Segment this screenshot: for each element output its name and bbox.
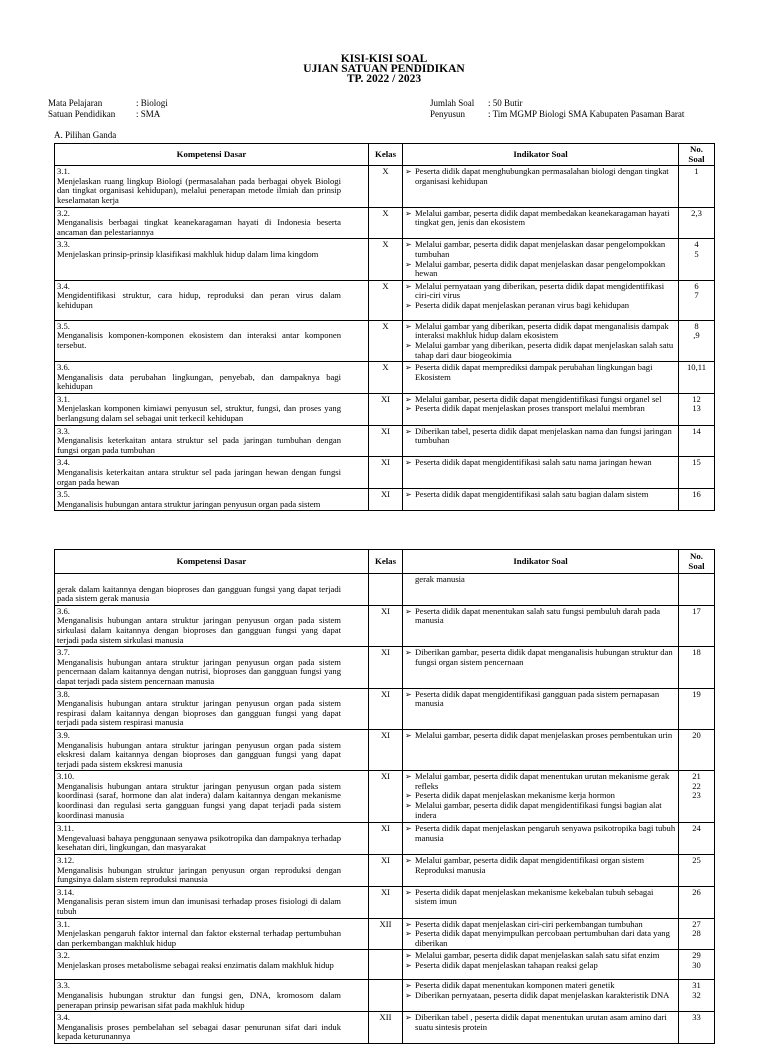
indicator-cell — [403, 489, 679, 511]
indicator-item: ➢ Peserta didik dapat menjelaskan proses transport melalui membran — [405, 404, 676, 414]
competence-cell — [55, 771, 369, 823]
question-number: 2,3 — [691, 207, 702, 218]
col-header-class: Kelas — [369, 550, 403, 574]
table-row — [55, 605, 715, 646]
competence-number: 3.5. — [57, 320, 70, 331]
question-number: 8 — [694, 320, 699, 331]
question-number: 12 — [692, 393, 701, 404]
indicator-cell — [403, 855, 679, 887]
competence-text: Menjelaskan pengaruh faktor internal dan faktor eksternal terhadap pertumbuhan dan perkembangan makhluk hidup — [57, 928, 341, 948]
col-header-competence: Kompetensi Dasar — [55, 550, 369, 574]
indicator-cell — [403, 823, 679, 855]
table-row — [55, 166, 715, 207]
col-header-class: Kelas — [369, 144, 403, 166]
class-cell: XI — [369, 393, 403, 425]
competence-number: 3.2. — [57, 207, 70, 218]
class-cell: XI — [369, 823, 403, 855]
meta-label: Satuan Pendidikan — [48, 109, 116, 119]
class-cell: XI — [369, 729, 403, 770]
question-number-cell — [679, 320, 715, 361]
doc-title-1: KISI-KISI SOAL — [340, 53, 428, 65]
question-number-cell — [679, 647, 715, 688]
question-number: 14 — [692, 425, 701, 436]
indicator-item: ➢ Diberikan tabel, peserta didik dapat menjelaskan nama dan fungsi jaringan tumbuhan — [405, 427, 676, 446]
question-number: 22 — [692, 780, 701, 791]
class-cell: XI — [369, 886, 403, 918]
indicator-cell — [403, 886, 679, 918]
table-row — [55, 980, 715, 1012]
indicator-item: ➢ Peserta didik dapat menentukan salah satu fungsi pembuluh darah pada manusia — [405, 607, 676, 626]
indicator-cell — [403, 771, 679, 823]
competence-cell — [55, 688, 369, 729]
indicator-cell — [403, 574, 679, 606]
competence-text: Mengevaluasi bahaya penggunaan senyawa psikotropika dan dampaknya terhadap kesehatan diri, lingkungan, dan masyarakat — [57, 832, 341, 853]
table-row — [55, 207, 715, 239]
indicator-item: ➢ Peserta didik dapat menjelaskan mekanisme kekebalan tubuh sebagai sistem imun — [405, 888, 676, 907]
competence-cell — [55, 1012, 369, 1044]
table-row — [55, 823, 715, 855]
competence-number: 3.12. — [57, 855, 75, 866]
indicator-cell — [403, 166, 679, 207]
competence-text: Mengidentifikasi struktur, cara hidup, reproduksi dan peran virus dalam kehidupan — [57, 290, 341, 310]
competence-cell — [55, 320, 369, 361]
competence-text: Menganalisis keterkaitan antara struktur sel pada jaringan hewan dengan fungsi organ pada hewan — [57, 467, 341, 487]
question-number-cell — [679, 886, 715, 918]
question-number-cell — [679, 729, 715, 770]
indicator-item: ➢ Peserta didik dapat menentukan komponen materi genetik — [405, 981, 676, 991]
competence-cell — [55, 489, 369, 511]
indicator-item: ➢ Peserta didik dapat mengidentifikasi salah satu bagian dalam sistem — [405, 490, 676, 500]
competence-number: 3.4. — [57, 280, 70, 291]
competence-cell — [55, 886, 369, 918]
competence-text: Menganalisis komponen-komponen ekosistem dan interaksi antar komponen tersebut. — [57, 330, 341, 350]
competence-cell — [55, 457, 369, 489]
indicator-cell — [403, 320, 679, 361]
indicator-item: ➢ Peserta didik dapat mengidentifikasi gangguan pada sistem pernapasan manusia — [405, 690, 676, 709]
class-cell — [369, 980, 403, 1012]
competence-cell — [55, 280, 369, 320]
question-number: 18 — [692, 647, 701, 658]
class-cell: X — [369, 280, 403, 320]
table-row — [55, 280, 715, 320]
competence-text: Menganalisis hubungan antara struktur jaringan penyusun organ pada sistem koordinasi (saraf, hormone dan alat indera) dalam kaitannya dengan mekanisme koordinasi dan regulasi serta gangguan fungsi yang dapat terjadi pada sistem koordinasi manusia — [57, 780, 341, 820]
class-cell: XI — [369, 771, 403, 823]
meta-value: : SMA — [136, 109, 161, 119]
indicator-item: ➢ Melalui gambar yang diberikan, peserta didik dapat menjelaskan salah satu tahap dari daur biogeokimia — [405, 341, 676, 360]
competence-text: Menganalisis hubungan antara struktur jaringan penyusun organ pada sistem sirkulasi dalam kaitannya dengan bioproses dan gangguan fungsi yang dapat terjadi pada sistem sirkulasi manusia — [57, 615, 341, 645]
competence-cell — [55, 980, 369, 1012]
question-number: 5 — [694, 248, 699, 259]
question-number: ,9 — [693, 330, 700, 341]
competence-number: 3.1. — [57, 918, 70, 929]
competence-text: Menganalisis hubungan antara struktur jaringan penyusun organ pada sistem — [57, 498, 321, 509]
doc-title-2: UJIAN SATUAN PENDIDIKAN — [303, 63, 465, 75]
meta-label: Mata Pelajaran — [48, 98, 103, 108]
meta-left — [48, 98, 168, 120]
indicator-cell — [403, 605, 679, 646]
indicator-item: ➢ Peserta didik dapat menyimpulkan percobaan pertumbuhan dari data yang diberikan — [405, 929, 676, 948]
competence-number: 3.11. — [57, 823, 74, 834]
table-row — [55, 1012, 715, 1044]
competence-text: Menganalisis peran sistem imun dan imunisasi terhadap proses fisiologi di dalam tubuh — [57, 896, 341, 917]
competence-number: 3.3. — [57, 980, 70, 991]
competence-number: 3.3. — [57, 239, 70, 250]
question-number-cell — [679, 393, 715, 425]
indicator-item: ➢ Peserta didik dapat menjelaskan ciri-ciri perkembangan tumbuhan — [405, 920, 676, 930]
competence-cell — [55, 823, 369, 855]
indicator-item: ➢ Melalui gambar yang diberikan, peserta didik dapat menganalisis dampak interaksi makhluk hidup dalam ekosistem — [405, 322, 676, 341]
competence-cell — [55, 207, 369, 239]
question-number: 20 — [692, 729, 701, 740]
section-heading: A. Pilihan Ganda — [54, 130, 117, 140]
indicator-cell — [403, 688, 679, 729]
table-row — [55, 393, 715, 425]
question-number: 6 — [694, 280, 699, 291]
class-cell — [369, 574, 403, 606]
class-cell: XI — [369, 457, 403, 489]
competence-number: 3.5. — [57, 489, 70, 500]
indicator-item: gerak manusia — [415, 574, 465, 584]
table-row — [55, 918, 715, 950]
meta-label: Penyusun — [430, 109, 466, 119]
competence-cell — [55, 950, 369, 980]
class-cell — [369, 950, 403, 980]
col-header-no: No. Soal — [679, 550, 715, 574]
indicator-cell — [403, 729, 679, 770]
question-number: 28 — [692, 928, 701, 939]
col-header-indicator: Indikator Soal — [403, 550, 679, 574]
competence-text: Menjelaskan ruang lingkup Biologi (permasalahan pada berbagai obyek Biologi dan tingkat organisasi kehidupan), melalui penerapan metode ilmiah dan prinsip keselamatan kerja — [57, 175, 341, 205]
question-number: 13 — [692, 403, 701, 414]
question-number: 29 — [692, 950, 701, 961]
indicator-cell — [403, 457, 679, 489]
question-number: 7 — [694, 290, 699, 301]
indicator-item: ➢ Melalui gambar, peserta didik dapat menjelaskan salah satu sifat enzim — [405, 951, 676, 961]
question-number: 30 — [692, 960, 701, 970]
competence-number: 3.2. — [57, 950, 70, 961]
indicator-item: ➢ Melalui gambar, peserta didik dapat mengidentifikasi fungsi bagian alat indera — [405, 801, 676, 820]
table-row — [55, 457, 715, 489]
class-cell: XI — [369, 489, 403, 511]
table-row — [55, 771, 715, 823]
indicator-cell — [403, 362, 679, 394]
question-number-cell — [679, 823, 715, 855]
class-cell: X — [369, 166, 403, 207]
col-header-indicator: Indikator Soal — [403, 144, 679, 166]
question-number: 24 — [692, 823, 701, 834]
competence-text: Menganalisis hubungan struktur dan fungsi gen, DNA, kromosom dalam penerapan prinsip pewarisan sifat pada makhluk hidup — [57, 990, 341, 1010]
competence-text: Menjelaskan komponen kimiawi penyusun sel, struktur, fungsi, dan proses yang berlangsung dalam sel sebagai unit terkecil kehidupan — [57, 403, 341, 424]
table-row — [55, 950, 715, 980]
indicator-item: ➢ Diberikan tabel , peserta didik dapat menentukan urutan asam amino dari suatu sintesis protein — [405, 1013, 676, 1032]
competence-cell — [55, 855, 369, 887]
question-number: 32 — [692, 990, 701, 1000]
competence-cell — [55, 166, 369, 207]
competence-number: 3.1. — [57, 166, 70, 177]
competence-cell — [55, 393, 369, 425]
col-header-no: No. Soal — [679, 144, 715, 166]
question-number-cell — [679, 771, 715, 823]
question-number-cell — [679, 1012, 715, 1044]
indicator-item: ➢ Peserta didik dapat mengidentifikasi salah satu nama jaringan hewan — [405, 458, 676, 468]
competence-cell — [55, 605, 369, 646]
competence-cell — [55, 647, 369, 688]
grid-table-1 — [54, 143, 715, 511]
indicator-cell — [403, 918, 679, 950]
indicator-item: ➢ Melalui gambar, peserta didik dapat menjelaskan dasar pengelompokkan hewan — [405, 260, 676, 279]
question-number: 1 — [694, 166, 699, 177]
meta-label: Jumlah Soal — [430, 98, 475, 108]
competence-text: Menganalisis proses pembelahan sel sebagai dasar penurunan sifat dari induk kepada keturunannya — [57, 1021, 341, 1042]
question-number: 19 — [692, 688, 701, 699]
meta-right — [430, 98, 684, 120]
class-cell: XI — [369, 425, 403, 457]
class-cell: XII — [369, 1012, 403, 1044]
class-cell: XI — [369, 855, 403, 887]
competence-text: Menganalisis hubungan struktur jaringan penyusun organ reproduksi dengan fungsinya dalam sistem reproduksi manusia — [57, 864, 341, 885]
question-number-cell — [679, 489, 715, 511]
question-number-cell — [679, 855, 715, 887]
doc-title-3: TP. 2022 / 2023 — [346, 73, 422, 85]
competence-number: 3.6. — [57, 605, 70, 616]
indicator-cell — [403, 950, 679, 980]
table-row — [55, 688, 715, 729]
question-number: 27 — [692, 918, 701, 929]
question-number: 17 — [692, 605, 701, 616]
class-cell: X — [369, 239, 403, 280]
competence-number: 3.1. — [57, 393, 70, 404]
indicator-cell — [403, 647, 679, 688]
table-row — [55, 855, 715, 887]
table-row — [55, 489, 715, 511]
indicator-item: ➢ Peserta didik dapat memprediksi dampak perubahan lingkungan bagi Ekosistem — [405, 363, 676, 382]
competence-text: Menganalisis berbagai tingkat keanekaragaman hayati di Indonesia beserta ancaman dan pelestariannya — [57, 217, 341, 237]
class-cell: XII — [369, 918, 403, 950]
class-cell: X — [369, 207, 403, 239]
competence-cell — [55, 239, 369, 280]
question-number: 15 — [692, 457, 701, 468]
indicator-item: ➢ Peserta didik dapat menjelaskan tahapan reaksi gelap — [405, 961, 676, 971]
indicator-item: ➢ Melalui gambar, peserta didik dapat menjelaskan proses pembentukan urin — [405, 731, 676, 741]
competence-number: 3.8. — [57, 688, 70, 699]
indicator-cell — [403, 980, 679, 1012]
indicator-item: ➢ Melalui gambar, peserta didik dapat menjelaskan dasar pengelompokkan tumbuhan — [405, 240, 676, 259]
competence-cell — [55, 574, 369, 606]
competence-cell — [55, 729, 369, 770]
question-number: 23 — [692, 790, 701, 801]
competence-number: 3.7. — [57, 647, 70, 658]
competence-number: 3.14. — [57, 886, 75, 897]
indicator-cell — [403, 425, 679, 457]
question-number-cell — [679, 457, 715, 489]
table-row — [55, 320, 715, 361]
competence-cell — [55, 362, 369, 394]
question-number-cell — [679, 918, 715, 950]
meta-value: : 50 Butir — [488, 98, 523, 108]
grid-table-2 — [54, 549, 715, 1044]
question-number: 16 — [692, 489, 701, 500]
competence-number: 3.4. — [57, 457, 70, 468]
competence-text: Menganalisis hubungan antara struktur jaringan penyusun organ pada sistem respirasi dalam kaitannya dengan bioproses dan gangguan fungsi yang dapat terjadi pada sistem respirasi manusia — [57, 698, 341, 728]
table-row — [55, 425, 715, 457]
indicator-item: ➢ Melalui pernyataan yang diberikan, peserta didik dapat mengidentifikasi ciri-ciri virus — [405, 282, 676, 301]
question-number-cell — [679, 362, 715, 394]
competence-cell — [55, 918, 369, 950]
question-number: 25 — [692, 855, 701, 866]
competence-number: 3.4. — [57, 1012, 70, 1023]
competence-text: Menganalisis keterkaitan antara struktur sel pada jaringan tumbuhan dengan fungsi organ pada tumbuhan — [57, 435, 341, 455]
indicator-cell — [403, 207, 679, 239]
indicator-cell — [403, 1012, 679, 1044]
question-number-cell — [679, 207, 715, 239]
indicator-item: ➢ Melalui gambar, peserta didik dapat mengidentifikasi organ sistem Reproduksi manusia — [405, 856, 676, 875]
indicator-item: ➢ Diberikan gambar, peserta didik dapat menganalisis hubungan struktur dan fungsi organ sistem pencernaan — [405, 648, 676, 667]
question-number-cell — [679, 280, 715, 320]
indicator-item: ➢ Diberikan pernyataan, peserta didik dapat menjelaskan karakteristik DNA — [405, 991, 676, 1001]
col-header-competence: Kompetensi Dasar — [55, 144, 369, 166]
table-row — [55, 574, 715, 606]
indicator-item: ➢ Melalui gambar, peserta didik dapat mengidentifikasi fungsi organel sel — [405, 395, 676, 405]
indicator-item: ➢ Peserta didik dapat menjelaskan mekanisme kerja hormon — [405, 791, 676, 801]
question-number: 21 — [692, 771, 701, 782]
question-number-cell — [679, 605, 715, 646]
table-row — [55, 886, 715, 918]
class-cell: X — [369, 362, 403, 394]
indicator-cell — [403, 239, 679, 280]
question-number: 26 — [692, 886, 701, 897]
table-row — [55, 362, 715, 394]
competence-number: 3.6. — [57, 362, 70, 373]
competence-text: Menganalisis hubungan antara struktur jaringan penyusun organ pada sistem pencernaan dalam kaitannya dengan nutrisi, bioproses dan gangguan fungsi yang dapat terjadi pada sistem pencernaan manusia — [57, 656, 341, 686]
question-number-cell — [679, 980, 715, 1012]
meta-value: : Tim MGMP Biologi SMA Kabupaten Pasaman Barat — [488, 109, 685, 119]
class-cell: XI — [369, 688, 403, 729]
question-number-cell — [679, 166, 715, 207]
competence-number: 3.9. — [57, 729, 70, 740]
question-number-cell — [679, 425, 715, 457]
question-number-cell — [679, 950, 715, 980]
indicator-cell — [403, 280, 679, 320]
question-number: 33 — [692, 1012, 701, 1023]
indicator-item: ➢ Melalui gambar, peserta didik dapat menentukan urutan mekanisme gerak refleks — [405, 772, 676, 791]
competence-text: Menganalisis hubungan antara struktur jaringan penyusun organ pada sistem ekskresi dalam kaitannya dengan bioproses dan gangguan fungsi yang dapat terjadi pada sistem ekskresi manusia — [57, 739, 341, 769]
class-cell: XI — [369, 605, 403, 646]
competence-text: gerak dalam kaitannya dengan bioproses dan gangguan fungsi yang dapat terjadi pada sistem gerak manusia — [57, 583, 341, 604]
question-number-cell — [679, 688, 715, 729]
competence-number: 3.3. — [57, 425, 70, 436]
indicator-item: ➢ Peserta didik dapat menjelaskan peranan virus bagi kehidupan — [405, 301, 676, 311]
indicator-item: ➢ Peserta didik dapat menghubungkan permasalahan biologi dengan tingkat organisasi kehidupan — [405, 167, 676, 186]
indicator-cell — [403, 393, 679, 425]
question-number: 10,11 — [686, 362, 707, 373]
question-number-cell — [679, 239, 715, 280]
question-number-cell — [679, 574, 715, 606]
question-number: 4 — [694, 239, 699, 250]
meta-value: : Biologi — [136, 98, 168, 108]
indicator-item: ➢ Peserta didik dapat menjelaskan pengaruh senyawa psikotropika bagi tubuh manusia — [405, 824, 676, 843]
class-cell: XI — [369, 647, 403, 688]
table-row — [55, 647, 715, 688]
table-row — [55, 729, 715, 770]
question-number: 31 — [692, 980, 701, 991]
indicator-item: ➢ Melalui gambar, peserta didik dapat membedakan keanekaragaman hayati tingkat gen, jenis dan ekosistem — [405, 209, 676, 228]
competence-text: Menjelaskan prinsip-prinsip klasifikasi makhluk hidup dalam lima kingdom — [57, 248, 319, 259]
class-cell: X — [369, 320, 403, 361]
table-row — [55, 239, 715, 280]
competence-cell — [55, 425, 369, 457]
competence-number: 3.10. — [57, 771, 75, 782]
competence-text: Menganalisis data perubahan lingkungan, penyebab, dan dampaknya bagi kehidupan — [57, 371, 341, 392]
competence-text: Menjelaskan proses metabolisme sebagai reaksi enzimatis dalam makhluk hidup — [57, 960, 334, 970]
